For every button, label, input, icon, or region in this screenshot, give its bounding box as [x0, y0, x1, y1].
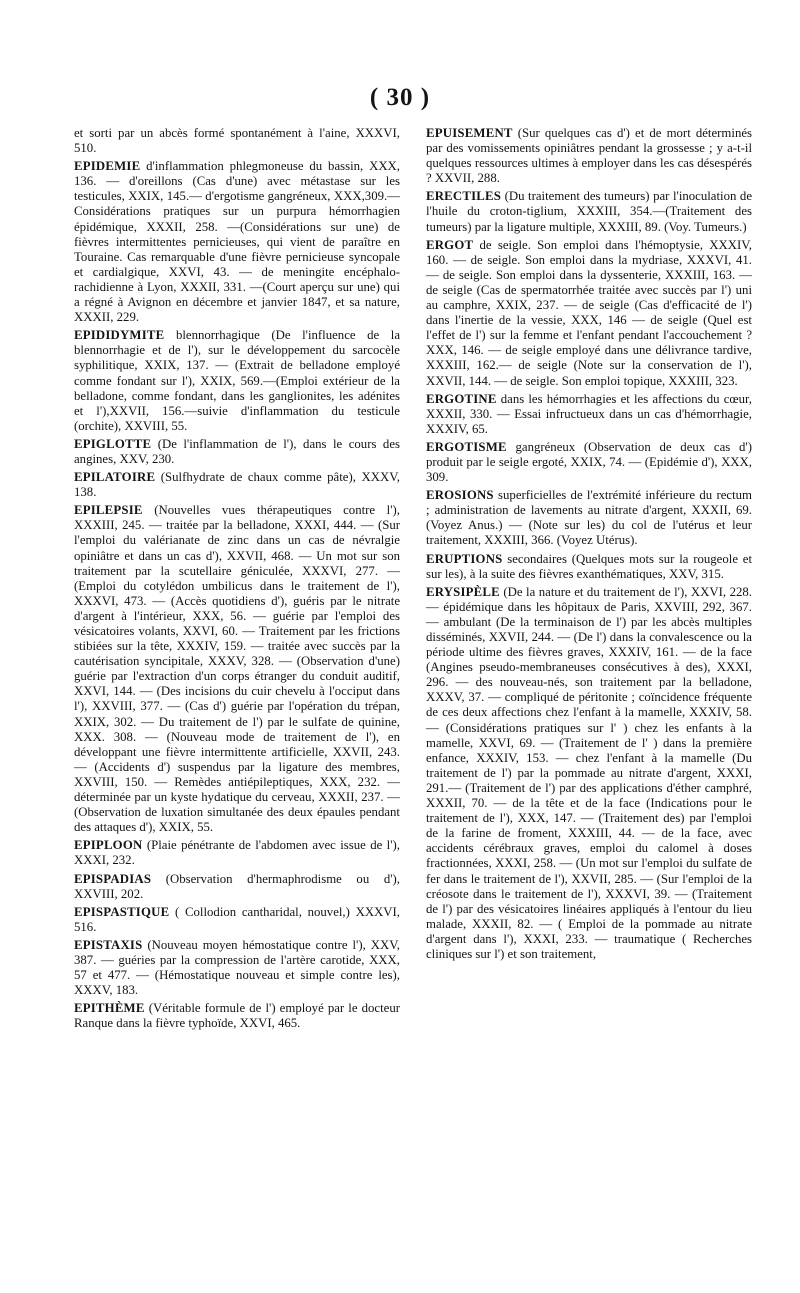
- index-entry: [74, 503, 400, 835]
- entry-headword: EPIGLOTTE: [74, 436, 152, 451]
- entry-headword: EPIDIDYMITE: [74, 328, 165, 343]
- entry-headword: ERYSIPÈLE: [426, 584, 500, 599]
- entry-headword: ERECTILES: [426, 189, 502, 204]
- index-entry: [426, 488, 752, 548]
- index-entry: [426, 126, 752, 186]
- entry-headword: EPITHÈME: [74, 1001, 145, 1016]
- index-entry: [74, 938, 400, 998]
- index-columns: [74, 126, 752, 1206]
- entry-text: dans les hémorrhagies et les affections du cœur, XXXII, 330. — Essai infructueux dans un cas d'hémorrhagie, XXXIV, 65.: [426, 391, 752, 436]
- index-entry: [426, 585, 752, 962]
- entry-headword: ERGOTINE: [426, 391, 497, 406]
- left-column: [74, 126, 400, 1206]
- index-entry: [426, 552, 752, 582]
- entry-headword: EPIDEMIE: [74, 159, 141, 174]
- entry-headword: ERGOTISME: [426, 439, 507, 454]
- entry-text: (Véritable formule de l') employé par le docteur Ranque dans la fièvre typhoïde, XXVI, 465.: [74, 1001, 400, 1031]
- entry-headword: EROSIONS: [426, 488, 494, 503]
- entry-headword: EPUISEMENT: [426, 126, 513, 140]
- entry-text: (Sur quelques cas d') et de mort déterminés par des vomissements opiniâtres pendant la grossesse ; y a-t-il quelques ressources ultimes à employer dans les cas désespérés ? XXVII, 288.: [426, 126, 752, 186]
- entry-text: (Nouvelles vues thérapeutiques contre l'), XXXIII, 245. — traitée par la belladone, XXXI, 444. — (Sur l'emploi du valérianate de zinc dans un cas de névralgie opiniâtre et dans un cas d'), XXVII, 468. — Un mot sur son traitement par la scutellaire géniculée, XXXVI, 277. — (Emploi du cotylédon umbilicus dans le traitement de l'), XXXVI, 473. — (Accès quotidiens d'), guéris par le nitrate d'argent à l'intérieur, XXX, 56. — guérie par l'emploi des vésicatoires volants, XXVI, 60. — Traitement par les frictions stibiées sur la tête, XXXIV, 159. — traitée avec succès par la cautérisation syncipitale, XXXV, 328. — (Observation d'une) guérie par l'extraction d'un corps étranger du conduit auditif, XXVI, 144. — (Des incisions du cuir chevelu à l'occiput dans l'), XXVIII, 377. — (Cas d') guérie par l'opération du trépan, XXIX, 302. — Du traitement de l') par le sulfate de quinine, XXX. 308. — (Nouveau mode de traitement de l'), en développant une fièvre intermittente artificielle, XXVII, 243. — (Accidents d') suspendus par la ligature des membres, XXVIII, 150. — Remèdes antiépileptiques, XXX, 232. — déterminée par un kyste hydatique du cerveau, XXXII, 237. — (Observation de luxation simultanée des deux épaules pendant des attaques d'), XXIX, 55.: [74, 503, 400, 835]
- index-entry: [74, 905, 400, 935]
- entry-text: d'inflammation phlegmoneuse du bassin, XXX, 136. — d'oreillons (Cas d'une) avec métastase sur les testicules, XXIX, 145.— d'ergotisme gangréneux, XXX,309.—Considérations pratiques sur un purpura hémorrhagien épidémique, XXXII, 258. —(Considérations sur une) de fièvres intermittentes pernicieuses, qui vient de paraître en Touraine. Cas remarquable d'une fièvre pernicieuse syncopale et cardialgique, XXVI, 43. — de meningite encéphalo-rachidienne à Lyon, XXXII, 331. —(Court aperçu sur une) qui a régné à Avignon en décembre et janvier 1847, et sa nature, XXXII, 229.: [74, 159, 400, 325]
- index-entry: [426, 440, 752, 485]
- entry-text: superficielles de l'extrémité inférieure du rectum ; administration de lavements au nitrate d'argent, XXXII, 69. (Voyez Anus.) — (Note sur les) du col de l'utérus et leur traitement, XXXIII, 366. (Voyez Utérus).: [426, 488, 752, 548]
- entry-text: (Nouveau moyen hémostatique contre l'), XXV, 387. — guéries par la compression de l'artère carotide, XXX, 57 et 477. — (Hémostatique nouveau et simple contre les), XXXV, 183.: [74, 937, 400, 998]
- index-entry: [74, 470, 400, 500]
- index-entry: [74, 437, 400, 467]
- entry-text: (Plaie pénétrante de l'abdomen avec issue de l'), XXXI, 232.: [74, 838, 400, 868]
- entry-headword: EPIPLOON: [74, 838, 143, 853]
- entry-headword: EPISPASTIQUE: [74, 904, 170, 919]
- entry-text: de seigle. Son emploi dans l'hémoptysie, XXXIV, 160. — de seigle. Son emploi dans la mydriase, XXXVI, 41. — de seigle. Son emploi dans la dyssenterie, XXXIII, 163. — de seigle (Cas de spermatorrhée traitée avec succès par l') uni au camphre, XXIX, 237. — de seigle (Cas d'efficacité de l') dans l'inertie de la vessie, XXX, 146 — de seigle (Quel est l'effet de l') sur la femme et l'enfant pendant l'accouchement ? XXX, 146. — de seigle employé dans une délivrance tardive, XXXIII, 162.— de seigle (Note sur la conservation de l'), XXVII, 144. — de seigle. Son emploi topique, XXXIII, 323.: [426, 237, 752, 388]
- index-entry: [74, 159, 400, 325]
- entry-text: et sorti par un abcès formé spontanément à l'aine, XXXVI, 510.: [74, 126, 400, 156]
- index-entry: [426, 189, 752, 234]
- index-entry: [74, 872, 400, 902]
- index-entry: [74, 126, 400, 156]
- entry-headword: EPILATOIRE: [74, 470, 156, 485]
- entry-text: (De l'inflammation de l'), dans le cours des angines, XXV, 230.: [74, 436, 400, 466]
- index-entry: [426, 238, 752, 389]
- index-entry: [74, 328, 400, 434]
- entry-text: (Sulfhydrate de chaux comme pâte), XXXV, 138.: [74, 470, 400, 500]
- index-entry: [74, 1001, 400, 1031]
- entry-text: (De la nature et du traitement de l'), XXVI, 228. — épidémique dans les hôpitaux de Paris, XXVIII, 292, 367. — ambulant (De la terminaison de l') par les abcès multiples disséminés, XXVII, 244. — (De l') dans la convalescence ou la période ultime des fièvres graves, XXXIV, 161. — de la face (Angines pseudo-membraneuses consécutives à des), XXXI, 296. — des nouveau-nés, son traitement par la belladone, XXXV, 37. — compliqué de péritonite ; coïncidence fréquente de ces deux affections chez l'enfant à la mamelle, XXXIV, 58. — (Considérations pratiques sur l' ) chez les enfants à la mamelle, XXVI, 69. — (Traitement de l' ) dans la première enfance, XXXIV, 153. — chez l'enfant à la mamelle (Du traitement de l') par la pommade au nitrate d'argent, XXXI, 291.— (Traitement de l') par des applications d'éther camphré, XXXII, 70. — de la tête et de la face (Indications pour le traitement de l'), XXX, 147. — (Traitement des) par l'emploi de la farine de froment, XXXIII, 44. — de la face, avec accidents cérébraux graves, emploi du calomel à doses fractionnées, XXXI, 258. — (Un mot sur l'emploi du sulfate de fer dans le traitement de l'), XXVII, 285. — (Sur l'emploi de la créosote dans le traitement de l'), XXXVI, 39. — (Traitement de l') par des vésicatoires linéaires appliqués à l'entour du lieu malade, XXXII, 82. — ( Emploi de la pommade au nitrate d'argent dans l'), XXXI, 233. — traumatique ( Recherches cliniques sur l') et son traitement,: [426, 584, 752, 961]
- entry-text: (Observation d'hermaphrodisme ou d'), XXVIII, 202.: [74, 871, 400, 901]
- entry-headword: ERGOT: [426, 237, 474, 252]
- page-number: ( 30 ): [369, 84, 431, 111]
- entry-text: gangréneux (Observation de deux cas d') produit par le seigle ergoté, XXIX, 74. — (Epidémie d'), XXX, 309.: [426, 439, 752, 485]
- entry-headword: EPISPADIAS: [74, 871, 152, 886]
- entry-headword: ERUPTIONS: [426, 551, 503, 566]
- entry-text: blennorrhagique (De l'influence de la blennorrhagie et de l'), sur le développement du sarcocèle syphilitique, XXIX, 137. — (Extrait de belladone employé comme fondant sur l'), XXIX, 569.—(Emploi extérieur de la belladone, comme fondant, dans les ganglionites, les adénites et l'),XXVII, 156.—suivie d'inflammation du testicule (orchite), XXVIII, 55.: [74, 328, 400, 433]
- entry-text: ( Collodion cantharidal, nouvel,) XXXVI, 516.: [74, 904, 400, 934]
- index-entry: [74, 838, 400, 868]
- right-column: [418, 126, 752, 1206]
- entry-headword: EPILEPSIE: [74, 503, 143, 518]
- index-entry: [426, 392, 752, 437]
- entry-text: (Du traitement des tumeurs) par l'inoculation de l'huile du croton-tiglium, XXXIII, 354.—(Traitement des tumeurs) par la ligature multiple, XXXIII, 89. (Voy. Tumeurs.): [426, 189, 752, 234]
- entry-text: secondaires (Quelques mots sur la rougeole et sur les), à la suite des fièvres exanthématiques, XXV, 315.: [426, 551, 752, 581]
- entry-headword: EPISTAXIS: [74, 937, 143, 952]
